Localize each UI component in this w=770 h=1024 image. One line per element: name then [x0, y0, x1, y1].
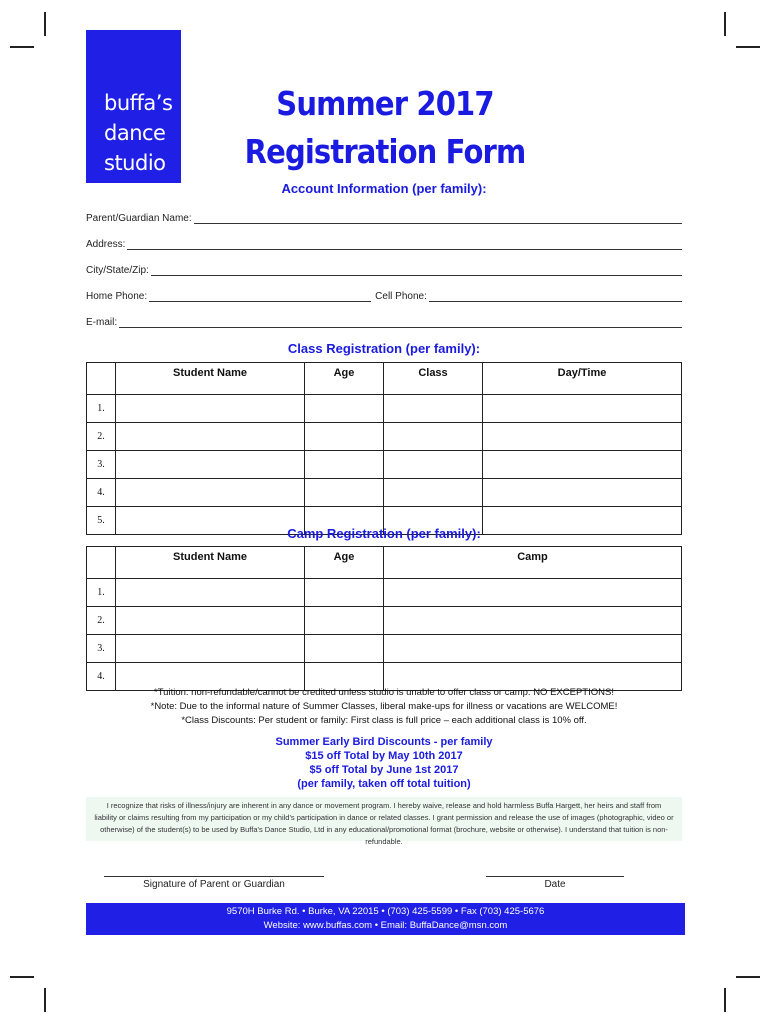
- crop-mark: [10, 46, 34, 48]
- row-number: 5.: [87, 507, 116, 535]
- cell-phone-label: Cell Phone:: [375, 291, 427, 302]
- day-time-cell[interactable]: [483, 451, 682, 479]
- table-row: [87, 479, 682, 507]
- discount-line: $5 off Total by June 1st 2017: [309, 764, 459, 776]
- discount-line: $15 off Total by May 10th 2017: [305, 750, 463, 762]
- day-time-header: Day/Time: [483, 363, 682, 395]
- day-time-cell[interactable]: [483, 479, 682, 507]
- parent-name-field[interactable]: [86, 213, 682, 224]
- crop-mark: [10, 976, 34, 978]
- row-number-header: [87, 547, 116, 579]
- phone-fields: [86, 291, 682, 302]
- row-number-header: [87, 363, 116, 395]
- crop-mark: [724, 988, 726, 1012]
- form-title-line1: Summer 2017: [276, 84, 494, 123]
- age-cell[interactable]: [305, 607, 384, 635]
- table-row: [87, 607, 682, 635]
- liability-waiver: [86, 797, 682, 846]
- age-header: Age: [305, 547, 384, 579]
- camp-cell[interactable]: [384, 579, 682, 607]
- age-cell[interactable]: [305, 635, 384, 663]
- student-name-cell[interactable]: [116, 395, 305, 423]
- crop-mark: [724, 12, 726, 36]
- row-number: 2.: [87, 607, 116, 635]
- home-phone-line[interactable]: [149, 292, 371, 302]
- age-cell[interactable]: [305, 423, 384, 451]
- address-field[interactable]: [86, 239, 682, 250]
- class-cell[interactable]: [384, 395, 483, 423]
- class-registration-heading: Class Registration (per family):: [287, 341, 481, 356]
- student-name-cell[interactable]: [116, 479, 305, 507]
- student-name-cell[interactable]: [116, 607, 305, 635]
- table-row: [87, 635, 682, 663]
- cell-phone-line[interactable]: [429, 292, 682, 302]
- waiver-line: otherwise) of the student(s) to be used by Buffa's Dance Studio, Ltd in any educational/promotional format (brochure, website or otherwise). I understand that tuition is non-refundable.: [100, 825, 668, 846]
- waiver-line: liability or claims resulting from my participation or my child's participation in dance or related classes. I grant permission and release the use of images (photographic, video or: [94, 813, 674, 822]
- table-header-row: [87, 363, 682, 395]
- date-label: Date: [544, 879, 566, 890]
- crop-mark: [736, 46, 760, 48]
- discount-line: Summer Early Bird Discounts - per family: [275, 736, 493, 748]
- row-number: 4.: [87, 479, 116, 507]
- footer-web-line: Website: www.buffas.com • Email: BuffaDance@msn.com: [263, 920, 508, 931]
- student-name-cell[interactable]: [116, 451, 305, 479]
- age-cell[interactable]: [305, 395, 384, 423]
- city-state-zip-line[interactable]: [151, 266, 682, 276]
- day-time-cell[interactable]: [483, 395, 682, 423]
- table-row: [87, 579, 682, 607]
- row-number: 1.: [87, 395, 116, 423]
- date-line[interactable]: [486, 876, 624, 877]
- class-cell[interactable]: [384, 479, 483, 507]
- crop-mark: [736, 976, 760, 978]
- table-row: [87, 423, 682, 451]
- crop-mark: [44, 988, 46, 1012]
- student-name-cell[interactable]: [116, 635, 305, 663]
- table-row: [87, 451, 682, 479]
- camp-registration-heading: Camp Registration (per family):: [287, 526, 481, 541]
- footer-address-line: 9570H Burke Rd. • Burke, VA 22015 • (703) 425-5599 • Fax (703) 425-5676: [226, 906, 545, 917]
- student-name-cell[interactable]: [116, 423, 305, 451]
- email-field[interactable]: [86, 317, 682, 328]
- note-line: *Class Discounts: Per student or family: First class is full price – each additional class is 10% off.: [181, 715, 587, 726]
- logo-line: buffa’s: [104, 91, 173, 115]
- studio-logo: [86, 30, 181, 183]
- age-cell[interactable]: [305, 579, 384, 607]
- parent-signature-label: Signature of Parent or Guardian: [143, 879, 285, 890]
- age-cell[interactable]: [305, 451, 384, 479]
- home-phone-label: Home Phone:: [86, 291, 148, 302]
- class-registration-table: [86, 362, 682, 535]
- row-number: 1.: [87, 579, 116, 607]
- tuition-notes: [86, 686, 682, 728]
- class-cell[interactable]: [384, 423, 483, 451]
- note-line: *Tuition: non-refundable/cannot be credited unless studio is unable to offer class or camp. NO EXCEPTIONS!: [154, 687, 614, 698]
- city-state-zip-label: City/State/Zip:: [86, 265, 149, 276]
- email-line[interactable]: [119, 318, 682, 328]
- form-title-line2: Registration Form: [244, 132, 526, 171]
- contact-footer: [86, 903, 685, 935]
- logo-line: studio: [104, 151, 166, 175]
- day-time-cell[interactable]: [483, 423, 682, 451]
- age-cell[interactable]: [305, 479, 384, 507]
- student-name-header: Student Name: [116, 547, 305, 579]
- city-state-zip-field[interactable]: [86, 265, 682, 276]
- logo-line: dance: [104, 121, 166, 145]
- student-name-cell[interactable]: [116, 579, 305, 607]
- camp-header: Camp: [384, 547, 682, 579]
- parent-name-line[interactable]: [194, 214, 682, 224]
- camp-cell[interactable]: [384, 607, 682, 635]
- camp-registration-table: [86, 546, 682, 691]
- parent-signature-line[interactable]: [104, 876, 324, 877]
- early-bird-discounts: [86, 735, 682, 791]
- parent-name-label: Parent/Guardian Name:: [86, 213, 192, 224]
- row-number: 2.: [87, 423, 116, 451]
- camp-cell[interactable]: [384, 635, 682, 663]
- account-heading: Account Information (per family):: [281, 181, 487, 196]
- row-number: 3.: [87, 451, 116, 479]
- crop-mark: [44, 12, 46, 36]
- email-label: E-mail:: [86, 317, 118, 328]
- student-name-header: Student Name: [116, 363, 305, 395]
- discount-line: (per family, taken off total tuition): [297, 778, 471, 790]
- age-header: Age: [305, 363, 384, 395]
- waiver-line: I recognize that risks of illness/injury are inherent in any dance or movement program. I hereby waive, release and hold harmless Buffa Hargett, her heirs and staff from: [106, 801, 662, 810]
- class-header: Class: [384, 363, 483, 395]
- table-row: [87, 395, 682, 423]
- note-line: *Note: Due to the informal nature of Summer Classes, liberal make-ups for illness or vacations are WELCOME!: [150, 701, 618, 712]
- row-number: 3.: [87, 635, 116, 663]
- table-header-row: [87, 547, 682, 579]
- address-label: Address:: [86, 239, 126, 250]
- row-number: 4.: [87, 663, 116, 691]
- class-cell[interactable]: [384, 451, 483, 479]
- address-line[interactable]: [127, 240, 682, 250]
